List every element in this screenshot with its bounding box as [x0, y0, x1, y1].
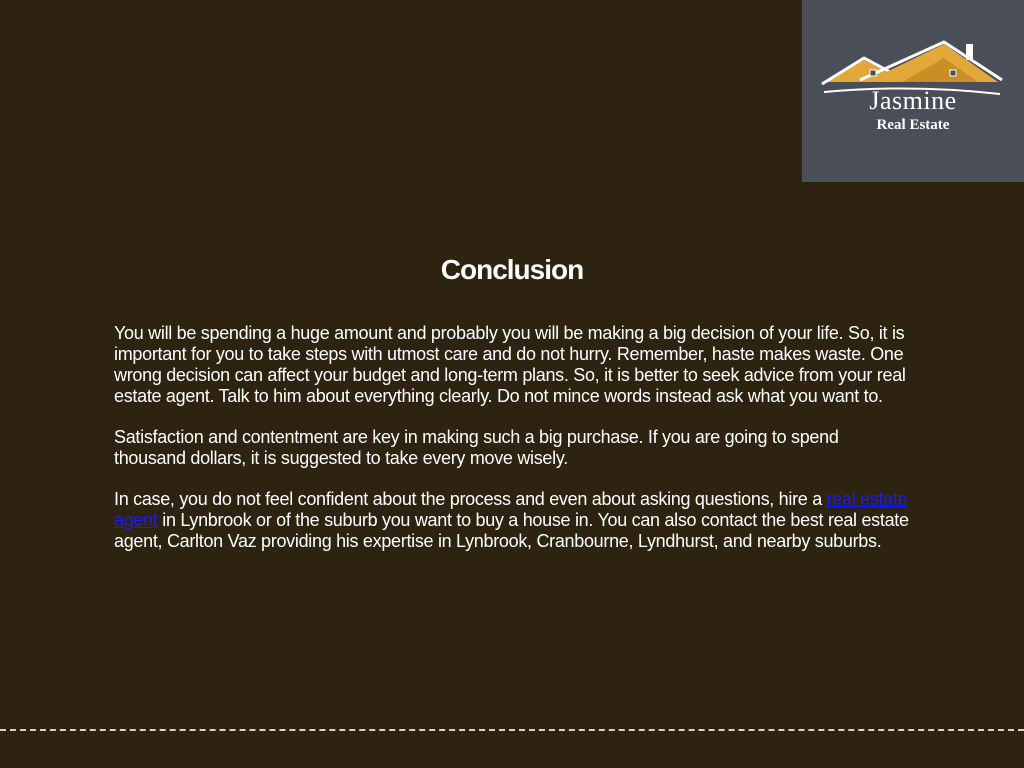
logo-name: Jasmine	[869, 86, 957, 115]
company-logo	[802, 0, 1024, 182]
paragraph-3	[114, 489, 914, 552]
logo-subtitle: Real Estate	[876, 117, 950, 133]
dashed-divider	[0, 729, 1024, 731]
paragraph-2: Satisfaction and contentment are key in making such a big purchase. If you are going to spend thousand dollars, it is suggested to take every move wisely.	[114, 427, 839, 468]
slide-title: Conclusion	[440, 254, 584, 285]
paragraph-3-end: in Lynbrook or of the suburb you want to buy a house in. You can also contact the best real estate agent, Carlton Vaz providing his expertise in Lynbrook, Cranbourne, Lyndhurst, and nearby suburbs.	[114, 510, 909, 551]
real-estate-agent-link[interactable]: real estate agent	[114, 489, 908, 530]
paragraph-1: You will be spending a huge amount and probably you will be making a big decision of your life. So, it is important for you to take steps with utmost care and do not hurry. Remember, haste makes waste. One wrong decision can affect your budget and long-term plans. So, it is better to seek advice from your real estate agent. Talk to him about everything clearly. Do not mince words instead ask what you want to.	[114, 323, 906, 406]
paragraph-3-start: In case, you do not feel confident about the process and even about asking questions, hire a	[114, 489, 827, 509]
slide-body	[114, 323, 914, 572]
